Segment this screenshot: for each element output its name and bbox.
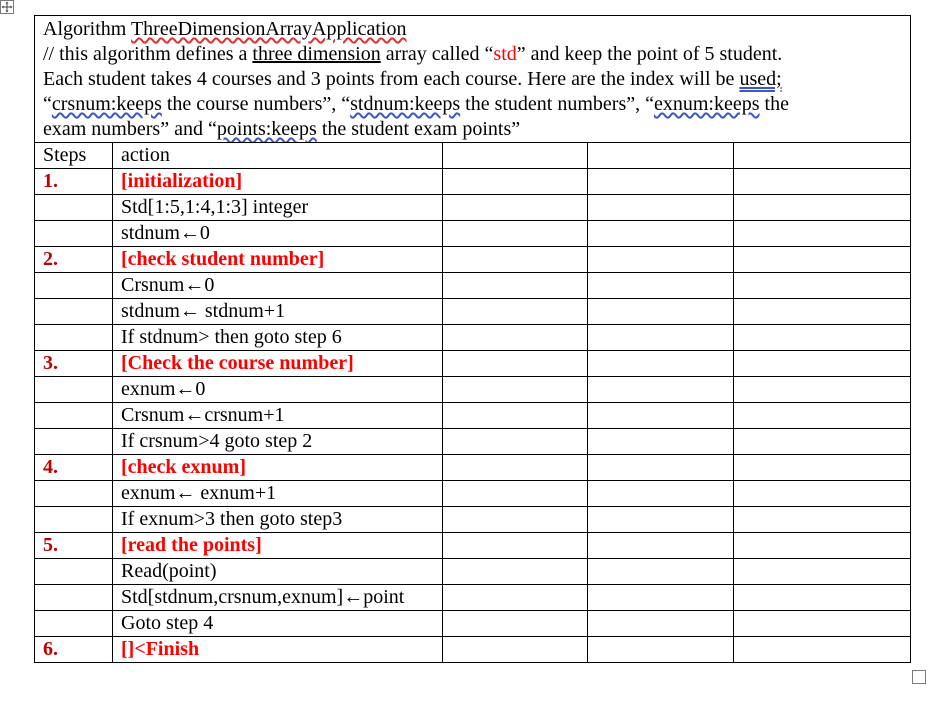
empty-cell[interactable] [734,611,911,637]
empty-cell[interactable] [443,533,588,559]
algorithm-table [34,15,911,663]
empty-cell[interactable] [588,455,734,481]
action-column-header[interactable]: action [113,143,443,169]
empty-cell[interactable] [443,299,588,325]
empty-cell[interactable] [734,299,911,325]
empty-cell[interactable] [734,507,911,533]
empty-cell[interactable] [734,169,911,195]
empty-cell[interactable] [588,507,734,533]
empty-cell[interactable] [734,403,911,429]
step-number-cell[interactable] [35,403,113,429]
table-row [35,273,911,299]
empty-cell[interactable] [734,221,911,247]
step-number-cell[interactable]: 3. [35,351,113,377]
table-row [35,169,911,195]
step-title-cell[interactable]: [check student number] [113,247,443,273]
empty-cell[interactable] [588,533,734,559]
steps-column-header[interactable]: Steps [35,143,113,169]
step-number-cell[interactable]: 4. [35,455,113,481]
empty-cell[interactable] [443,507,588,533]
empty-cell[interactable] [588,403,734,429]
step-number-cell[interactable]: 2. [35,247,113,273]
empty-cell[interactable] [443,481,588,507]
empty-cell[interactable] [588,143,734,169]
empty-cell[interactable] [443,585,588,611]
step-title-cell[interactable]: [Check the course number] [113,351,443,377]
empty-cell[interactable] [443,377,588,403]
empty-cell[interactable] [588,585,734,611]
step-number-cell[interactable]: 5. [35,533,113,559]
empty-cell[interactable] [734,481,911,507]
action-cell[interactable]: If stdnum> then goto step 6 [113,325,443,351]
description-line-3: Each student takes 4 courses and 3 points from each course. Here are the index will be used; [43,68,782,90]
empty-cell[interactable] [588,559,734,585]
table-row [35,611,911,637]
empty-cell[interactable] [588,481,734,507]
table-row [35,481,911,507]
table-row [35,221,911,247]
table-row [35,637,911,663]
table-row [35,195,911,221]
table-row [35,403,911,429]
empty-cell[interactable] [734,429,911,455]
empty-cell[interactable] [443,559,588,585]
step-number-cell[interactable] [35,325,113,351]
step-number-cell[interactable] [35,559,113,585]
empty-cell[interactable] [588,169,734,195]
step-number-cell[interactable] [35,611,113,637]
empty-cell[interactable] [443,143,588,169]
empty-cell[interactable] [443,221,588,247]
empty-cell[interactable] [443,403,588,429]
description-line-2: // this algorithm defines a three dimension array called “std” and keep the point of 5 student. [43,43,783,65]
empty-cell[interactable] [734,533,911,559]
empty-cell[interactable] [588,325,734,351]
table-row [35,351,911,377]
empty-cell[interactable] [443,351,588,377]
action-cell[interactable]: If crsnum>4 goto step 2 [113,429,443,455]
table-row [35,507,911,533]
empty-cell[interactable] [443,611,588,637]
description-line-4: “crsnum:keeps the course numbers”, “stdnum:keeps the student numbers”, “exnum:keeps the [43,93,789,115]
empty-cell[interactable] [443,325,588,351]
empty-cell[interactable] [734,273,911,299]
action-cell[interactable]: If exnum>3 then goto step3 [113,507,443,533]
empty-cell[interactable] [734,247,911,273]
empty-cell[interactable] [588,377,734,403]
empty-cell[interactable] [734,325,911,351]
step-number-cell[interactable] [35,299,113,325]
action-cell[interactable]: exnum←0 [113,377,443,403]
step-title-cell[interactable]: [initialization] [113,169,443,195]
step-number-cell[interactable]: 1. [35,169,113,195]
action-cell[interactable]: Std[1:5,1:4,1:3] integer [113,195,443,221]
action-cell[interactable]: Read(point) [113,559,443,585]
empty-cell[interactable] [734,351,911,377]
empty-cell[interactable] [588,611,734,637]
action-cell[interactable]: stdnum←0 [113,221,443,247]
empty-cell[interactable] [443,429,588,455]
empty-cell[interactable] [734,377,911,403]
table-row [35,455,911,481]
table-row [35,299,911,325]
array-name: std [493,43,517,65]
table-row [35,429,911,455]
empty-cell[interactable] [734,585,911,611]
step-number-cell[interactable] [35,585,113,611]
empty-cell[interactable] [443,195,588,221]
column-header-row [35,143,911,169]
header-row [35,16,911,143]
step-number-cell[interactable] [35,195,113,221]
empty-cell[interactable] [443,247,588,273]
empty-cell[interactable] [734,559,911,585]
step-title-cell[interactable]: []<Finish [113,637,443,663]
action-cell[interactable]: stdnum← stdnum+1 [113,299,443,325]
algorithm-description[interactable] [35,16,911,143]
step-number-cell[interactable]: 6. [35,637,113,663]
empty-cell[interactable] [588,351,734,377]
action-cell[interactable]: Goto step 4 [113,611,443,637]
step-number-cell[interactable] [35,273,113,299]
empty-cell[interactable] [588,221,734,247]
step-title-cell[interactable]: [check exnum] [113,455,443,481]
action-cell[interactable]: exnum← exnum+1 [113,481,443,507]
table-row [35,377,911,403]
empty-cell[interactable] [588,195,734,221]
algorithm-title-line: Algorithm ThreeDimensionArrayApplication [43,18,407,40]
empty-cell[interactable] [734,143,911,169]
action-cell[interactable]: Std[stdnum,crsnum,exnum]←point [113,585,443,611]
step-number-cell[interactable] [35,377,113,403]
step-title-cell[interactable]: [read the points] [113,533,443,559]
empty-cell[interactable] [443,169,588,195]
table-row [35,325,911,351]
empty-cell[interactable] [734,195,911,221]
description-line-5: exam numbers” and “points:keeps the student exam points” [43,118,521,140]
empty-cell[interactable] [734,637,911,663]
empty-cell[interactable] [443,637,588,663]
table-row [35,559,911,585]
empty-cell[interactable] [443,273,588,299]
empty-cell[interactable] [588,299,734,325]
action-cell[interactable]: Crsnum←0 [113,273,443,299]
step-number-cell[interactable] [35,481,113,507]
empty-cell[interactable] [443,455,588,481]
table-row [35,533,911,559]
step-number-cell[interactable] [35,507,113,533]
empty-cell[interactable] [588,637,734,663]
action-cell[interactable]: Crsnum←crsnum+1 [113,403,443,429]
empty-cell[interactable] [734,455,911,481]
algorithm-name: ThreeDimensionArrayApplication [130,18,407,40]
empty-cell[interactable] [588,247,734,273]
table-row [35,247,911,273]
table-resize-handle-icon[interactable] [912,670,926,684]
empty-cell[interactable] [588,429,734,455]
step-number-cell[interactable] [35,221,113,247]
step-number-cell[interactable] [35,429,113,455]
table-row [35,585,911,611]
table-move-handle-icon[interactable] [0,0,14,14]
empty-cell[interactable] [588,273,734,299]
